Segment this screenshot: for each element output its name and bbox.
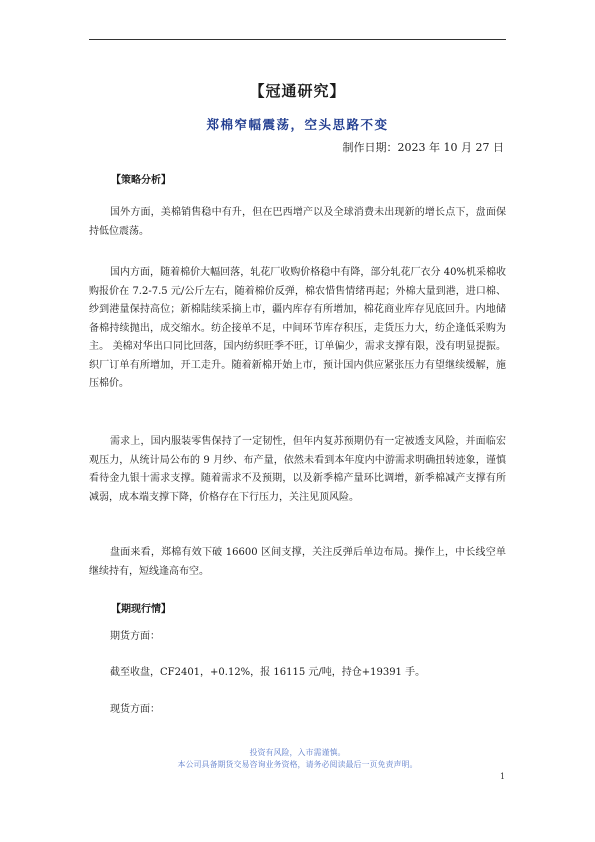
spot-label: 现货方面：: [110, 704, 160, 715]
strategy-paragraph-foreign: 国外方面，美棉销售稳中有升，但在巴西增产以及全球消费未出现新的增长点下，盘面保持低位震荡。: [89, 207, 506, 237]
header-rule: [89, 39, 506, 40]
strategy-paragraph-market: 盘面来看，郑棉有效下破 16600 区间支撑，关注反弹后单边布局。操作上，中长线空单继续持有，短线逢高布空。: [89, 547, 506, 577]
strategy-paragraph-domestic: 国内方面，随着棉价大幅回落，轧花厂收购价格稳中有降，部分轧花厂衣分 40%机采棉收购报价在 7.2-7.5 元/公斤左右，随着棉价反弹，棉农惜售情绪再起；外棉大量到港，进口棉、纱到港量保持高位；新棉陆续采摘上市，疆内库存有所增加，棉花商业库存见底回升。内地储备棉持续抛出，成交缩水。纺企接单不足，中间环节库存积压，走货压力大，纺企逢低采购为主。 美棉对华出口同比回落，国内纺织旺季不旺，订单偏少，需求支撑有限，没有明显提振。织厂订单有所增加，开工走升。随着新棉开始上市，预计国内供应紧张压力有望继续缓解，施压棉价。: [89, 267, 506, 389]
risk-notice: 投资有风险，入市需谨慎。: [249, 748, 346, 757]
page-number: 1: [500, 772, 506, 781]
strategy-heading: 【策略分析】: [111, 175, 171, 186]
report-headline: 郑棉窄幅震荡，空头思路不变: [206, 117, 389, 132]
brand-title: 【冠通研究】: [249, 82, 346, 100]
disclaimer-notice: 本公司具备期货交易咨询业务资格，请务必阅读最后一页免责声明。: [177, 760, 418, 769]
futures-detail: 截至收盘，CF2401，+0.12%，报 16115 元/吨，持仓+19391 手。: [110, 667, 426, 678]
market-heading: 【期现行情】: [111, 604, 171, 615]
futures-label: 期货方面：: [110, 631, 160, 642]
strategy-paragraph-demand: 需求上，国内服装零售保持了一定韧性，但年内复苏预期仍有一定被透支风险，并面临宏观压力，从统计局公布的 9 月纱、布产量，依然未看到本年度内中游需求明确扭转迹象，谨慎看待金九银十需求支撑。随着需求不及预期，以及新季棉产量环比调增，新季棉减产支撑有所减弱，成本端支撑下降，价格存在下行压力，关注见顶风险。: [89, 436, 506, 503]
report-date: 制作日期：2023 年 10 月 27 日: [342, 141, 504, 154]
